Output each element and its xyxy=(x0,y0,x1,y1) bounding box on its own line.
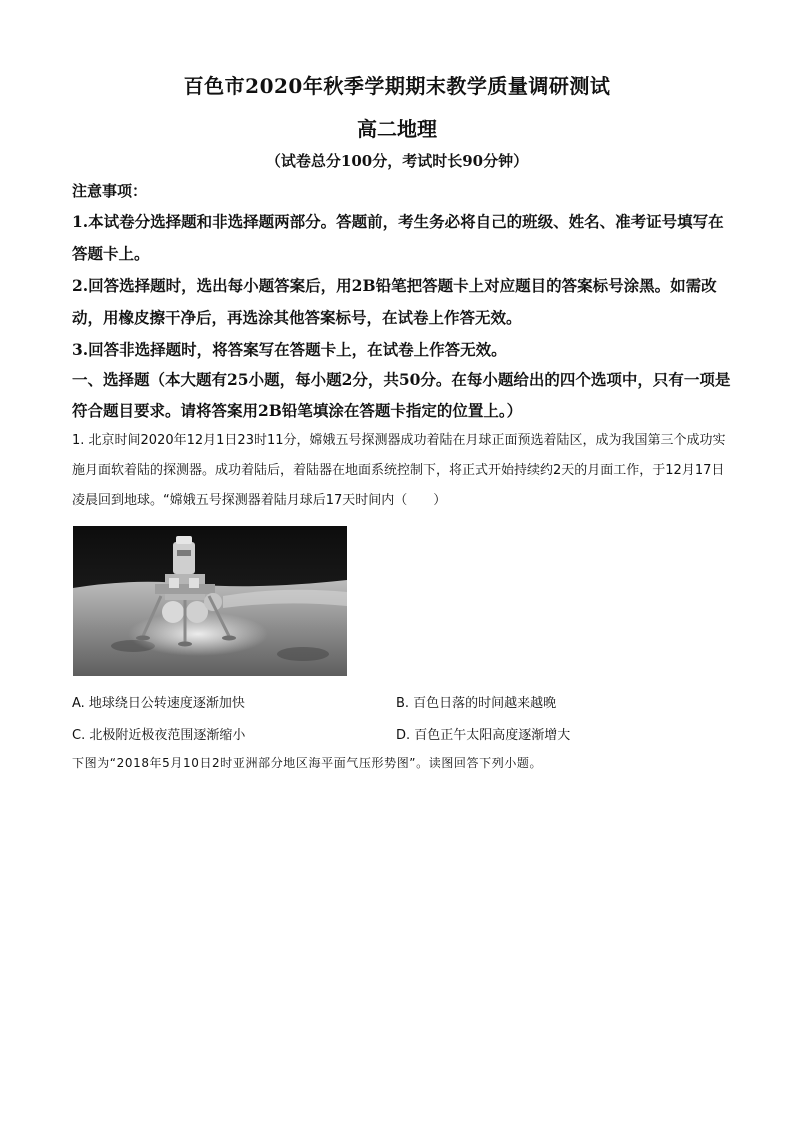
section-heading: 一、选择题（本大题有25小题，每小题2分，共50分。在每小题给出的四个选项中，只有一项是符合题目要求。请将答案用2B铅笔填涂在答题卡指定的位置上。） xyxy=(72,370,731,420)
note-item-1: 1.本试卷分选择题和非选择题两部分。答题前，考生务必将自己的班级、姓名、准考证号填写在答题卡上。 xyxy=(72,212,724,263)
note-item-3: 3.回答非选择题时，将答案写在答题卡上，在试卷上作答无效。 xyxy=(72,340,507,359)
lunar-lander-photo xyxy=(73,526,347,676)
option-b: B. 百色日落的时间越来越晚 xyxy=(396,696,557,711)
next-questions-intro: 下图为“2018年5月10日2时亚洲部分地区海平面气压形势图”。读图回答下列小题。 xyxy=(72,756,543,770)
option-a: A. 地球绕日公转速度逐渐加快 xyxy=(72,696,245,711)
option-d: D. 百色正午太阳高度逐渐增大 xyxy=(396,728,571,743)
exam-subject: 高二地理 xyxy=(357,117,437,141)
notes-heading: 注意事项： xyxy=(72,182,148,200)
exam-meta: （试卷总分100分，考试时长90分钟） xyxy=(265,152,529,170)
question-1-stem: 1. 北京时间2020年12月1日23时11分，嫦娥五号探测器成功着陆在月球正面预选着陆区，成为我国第三个成功实施月面软着陆的探测器。成功着陆后，着陆器在地面系统控制下，将正式开始持续约2天的月面工作，于12月17日凌晨回到地球。“嫦娥五号探测器着陆月球后17天时间内（ ） xyxy=(72,433,726,508)
note-item-2: 2.回答选择题时，选出每小题答案后，用2B铅笔把答题卡上对应题目的答案标号涂黑。如需改动，用橡皮擦干净后，再选涂其他答案标号，在试卷上作答无效。 xyxy=(72,276,717,327)
lunar-lander-illustration xyxy=(73,526,347,676)
exam-title: 百色市2020年秋季学期期末教学质量调研测试 xyxy=(183,74,611,98)
option-c: C. 北极附近极夜范围逐渐缩小 xyxy=(72,728,246,743)
